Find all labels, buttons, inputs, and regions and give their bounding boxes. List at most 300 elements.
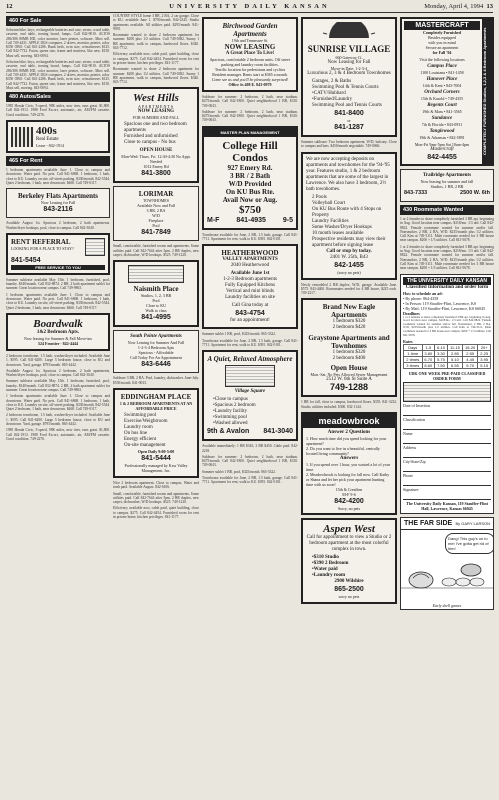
col3-listing: Sublease for summer: 2 bedroom, 2 bath, near stadium. $475/month. Call 842-1800. Quiet neighborhood 1 BR, $310. 749-0043. (202, 95, 298, 108)
rent-referral-sub: LOOKING FOR A PLACE TO STAY? (11, 245, 74, 251)
mastercraft-mgmt: Mastercraft (430, 147, 454, 152)
col2-listing-c: Small, comfortable, furnished rooms and apartments. Some utilities paid. Call 842-7644 after 5pm. 2 BR duplex, new carpet, dishwasher, W/D hookups. $525. 749-1220. (113, 244, 199, 258)
ad-eagle-apartments (301, 298, 397, 397)
apps-call: Call or stop by today. (326, 248, 372, 254)
aspen-feature: •Laundry room (312, 573, 346, 579)
col4-listing-b: Newly remodeled 2 BR duplex, W/D, garage. Available June. $575. 843-4400. Roommates needed for 4 BR house, $225 each. 749-2217. (301, 282, 397, 296)
ad-copy-grid[interactable] (403, 382, 491, 402)
village-square-feature: •Washed allowed (213, 421, 248, 427)
heatherwood-title: HEATHERWOOD (221, 249, 279, 258)
brand-new-line: 1 bedroom $320 (332, 319, 366, 325)
mastercraft-line: Completely Furnished (422, 30, 462, 35)
birchwood-addr: 19th and Tennessee St. (231, 38, 269, 43)
village-square-feature: •Close to campus (213, 397, 248, 403)
sunrise-phone: 841-8400 (334, 110, 364, 117)
eddingham-feature: Swimming pool (124, 412, 157, 418)
signature-field[interactable] (403, 493, 491, 500)
rent-listings-3b: 1 bedroom apartments available June 1. Close to campus and downtown. Water paid. No pets. Call 841-6868. 1 bedroom, 1 bath, close to KU. Laundry on site, off-street parking. $330/month. 842-5544. Quiet 2 bedroom, 1 bath, near downtown. $460. Call 749-0117. (6, 292, 110, 310)
column-1 (6, 14, 110, 796)
graystone-line: 1 bedroom $320 (332, 350, 366, 356)
meadowbrook-hours: M-F 9-6 (342, 492, 356, 498)
col2-listing-a2: Roommate wanted to share 2 bedroom apartment for summer. $200 plus 1/2 utilities. Call 749-0382. Sunny 1 BR apartment, walk to campus, hardwood floors. $340. 843-7712. (113, 67, 199, 85)
col3-listing-c: Summer sublet 1 BR, pool, $325/month. 865-3322. (202, 332, 276, 337)
section-header-autos: 480 Autos/Sales (6, 92, 110, 102)
location-addr: 14th & Kent • 843-7004 (422, 83, 462, 88)
location-addr: 19th & Arkansas • 842-5891 (419, 135, 465, 140)
sunrise-title: SUNRISE VILLAGE (307, 44, 391, 54)
boardwalk-title: Boardwalk (33, 317, 83, 330)
sunrise-line: Now Leasing for Fall (327, 60, 371, 65)
rate-cell: 1 time (404, 351, 423, 357)
eddingham-sub: 1 & 2 BEDROOM APARTMENTS AT AN AFFORDABLE PRICE (119, 400, 193, 411)
lorimar-line: Pool (152, 223, 160, 229)
apps-feature: Laundry Facilities (312, 218, 349, 224)
cartoon-illustration (401, 530, 493, 602)
aspen-feature: •$390 2 Bedroom (312, 561, 349, 567)
ad-heatherwood (202, 244, 298, 329)
heatherwood-line: Laundry facilities on site (225, 295, 275, 301)
roommate-listings-2: 1 or 2 females to share completely furnished 3 BR apt. beginning in Aug. Good location near campus. $218/mo. 1/3 util. Call 842-8822. Female roommate wanted for summer and/or fall. Nonsmoker, 2 BR, 2 BA, W/D. $235/month plus 1/2 utilities. Call Kim at 749-3111. Male roommate needed for 3 BR house near campus. $200 + 1/3 utilities. Call 841-5678. (400, 244, 494, 271)
location-name: Hanover Place (426, 77, 458, 82)
ad-apartments-accepting-deposits (301, 152, 397, 280)
south-pointe-title: South Pointe Apartments (130, 334, 182, 340)
birchwood-line: Resident manager. Rents start at $365 a month. (212, 72, 288, 77)
far-side-caption: Early shell games (432, 603, 462, 609)
ad-400s-sub: Real Estate (36, 137, 59, 143)
ad-trailridge (400, 169, 494, 202)
westhills-sub: APARTMENTS (137, 104, 175, 110)
rate-cell: 3.95 (478, 357, 491, 363)
apps-phone: 842-1455 (334, 261, 364, 269)
rate-cell: 6.55 (447, 363, 462, 369)
graystone-open: Open House (330, 364, 368, 373)
westhills-feature: Close to campus - No bus (124, 140, 176, 146)
lorimar-title: LORIMAR (138, 190, 174, 199)
meadowbrook-phone: 842-4200 (334, 498, 364, 506)
sunrise-feature: Swimming Pool and Tennis Courts (312, 103, 382, 108)
ad-birchwood-garden (202, 17, 298, 92)
sunrise-features (312, 79, 392, 109)
far-side-title: THE FAR SIDE (404, 520, 453, 528)
apps-feature: On KU Bus Route with 4 Stops on Property (312, 206, 382, 218)
westhills-addr: 1012 Emery Rd (143, 164, 169, 170)
form-field-label: Name (403, 431, 413, 437)
classification-field[interactable] (403, 423, 491, 430)
location-addr: 15th & Kasold • 749-4355 (420, 96, 464, 101)
classified-fineprint: 1 or 2 females to share completely furnished 3 BR apt. beginning in Aug. Good location near campus. $218/mo. 1/3 util. Call 842-8822. Female roommate wanted for summer and/or fall. Nonsmoker, 2 BR, 2 BA, W/D. $235/month plus 1/2 utilities. Call Kim at 749-3111. Male roommate needed for 3 BR house near campus. $200 + 1/3 utilities. Call 841-5678. (403, 314, 491, 337)
rent-referral-title: RENT REFERRAL (11, 237, 71, 246)
sunrise-addr: 660 Gateway Ct. (335, 55, 363, 60)
mastercraft-line: Secure an apartment (425, 45, 459, 50)
col3-bottom-listing-3: Summer sublet 1 BR, pool, $325/month. 865-3322. (202, 469, 276, 474)
lorimar-phone: 841-7849 (141, 229, 171, 237)
rent-listings-4: 2 bedroom townhome, 1.5 bath, washer/dryer included. Available June 1. $595. Call 841-6200. Large 3 bedroom house, close to KU and downtown. Yard, garage. $795/month. 865-4442. (6, 353, 110, 367)
heatherwood-call: Call Gina today at (231, 303, 269, 309)
eddingham-features (124, 413, 194, 449)
sunrise-phone-2: 841-1287 (334, 124, 364, 131)
form-field-label: Address (403, 445, 417, 451)
ad-aspen-west (301, 518, 397, 604)
mastercraft-phone: 842-4455 (427, 154, 457, 161)
apps-intro: We are now accepting deposits on apartments and townhomes for the '94-'95 year. Features studio, 1 & 2 bedroom apartments that are some of the largest in Lawrence. We also have 3 bedroom, 2½ bath townhomes. (306, 156, 390, 192)
mastercraft-location (404, 64, 480, 75)
column-5 (400, 14, 494, 796)
house-icon (85, 238, 105, 256)
rent-listings-4d: 1 bedroom apartments available June 1. Close to campus and downtown. Water paid. No pets. Call 841-6868. 1 bedroom, 1 bath, close to KU. Laundry on site, off-street parking. $330/month. 842-5544. Quiet 2 bedroom, 1 bath, near downtown. $460. Call 749-0117. (6, 394, 110, 412)
village-square-features (213, 397, 293, 427)
masthead (6, 3, 493, 13)
sunrise-feature: Garages, 2 & Baths (312, 79, 352, 84)
ad-berkeley-flats (6, 188, 110, 218)
naismith-line: Pool (152, 298, 160, 304)
sunrise-line: Luxurious 2, 3 & 4 Bedroom Townhomes (307, 71, 391, 76)
rate-cell: 5.75 (435, 357, 448, 363)
section-header-for-sale: 460 For Sale (6, 16, 110, 26)
sunrise-feature: •Furnished/Laundry (312, 97, 353, 102)
lorimar-sub: TOWNHOMES (143, 198, 169, 204)
mastercraft-location (404, 129, 480, 140)
signature-label: Signature: (403, 487, 420, 493)
rent-listings-4c: Summer sublease available May 15th. 1 bedroom, furnished, pool, laundry. $340/month. Call 832-8874. 2 BR, 2 bath apartment sublet for summer. Great location near campus. Call 749-9863. (6, 379, 110, 392)
trailridge-title: Trailridge Apartments (422, 173, 472, 178)
classified-title: THE UNIVERSITY DAILY KANSAN (403, 277, 491, 285)
berkeley-phone: 843-2116 (43, 206, 73, 214)
naismith-phone: 841-4995 (141, 314, 171, 322)
newspaper-title: UNIVERSITY DAILY KANSAN (169, 3, 330, 10)
westhills-hours: Mon-Wed: Thurs. Fri. 12:30-4:30 No Appt. Needed (121, 154, 191, 165)
rate-cell: 5.70 (462, 363, 477, 369)
autos-listings: 1985 Honda Civic, 5-speed, 98K miles, new tires, runs great. $1,800. Call 842-1913. 1988 Ford Escort, automatic, air, AM/FM cassette. Good condition. 749-2276. (6, 104, 110, 117)
aspen-phone: 865-2500 (334, 586, 364, 594)
village-square-feature: •Spacious 2 bedroom (213, 403, 256, 409)
college-hill-price: $750 (239, 203, 261, 216)
graystone-title: Graystone Apartments and Townhomes (308, 334, 390, 351)
rate-cell: 2 times (404, 357, 423, 363)
heatherwood-line: Vertical and mini blinds (226, 289, 274, 295)
col2-listing-b: Efficiency available now, cable paid, quiet building, close to campus. $275. Call 842-4454. Furnished room for rent in private home, kitchen privileges. 841-1177. (113, 52, 199, 65)
section-header-for-rent: 465 For Rent (6, 156, 110, 166)
col3-listing-2: Sublease for summer: 2 bedroom, 2 bath, near stadium. $475/month. Call 842-1800. Quiet neighborhood 1 BR, $310. 749-0043. (202, 109, 298, 123)
mastercraft-line: Besides equipped (427, 35, 457, 40)
ad-village-square (202, 350, 298, 441)
heatherwood-avail: Available June 1st (230, 271, 270, 277)
speech-bubble: Dang! This guy's on to me! I've gotta get rid of him! (445, 533, 493, 554)
location-name: Sundance (431, 116, 453, 121)
rate-cell: 3.80 (422, 351, 435, 357)
mastercraft-location (404, 77, 480, 88)
location-name: Tanglewood (429, 129, 455, 134)
birchwood-phone: Office #s 408 E. 843-0979 (228, 82, 272, 87)
house-icon (225, 365, 275, 387)
rate-cell: 20+ (478, 345, 491, 351)
column-2 (113, 14, 199, 796)
form-field-label: Phone (403, 473, 413, 479)
rate-cell: Days (404, 345, 423, 351)
rent-listings-4e: 2 bedroom townhome, 1.5 bath, washer/dryer included. Available June 1. $595. Call 841-6200. Large 3 bedroom house, close to KU and downtown. Yard, garage. $795/month. 865-4442. (6, 413, 110, 427)
classified-rates-label: Rates (403, 339, 413, 345)
mastercraft-location (404, 90, 480, 101)
naismith-title: Naismith Place (133, 285, 179, 294)
heatherwood-addr: 2040 Heatherwood (230, 263, 270, 269)
classified-method: • By phone: 864-4358 (403, 295, 439, 301)
location-name: Campus Place (427, 64, 457, 69)
apps-feature: Volleyball Court (312, 200, 346, 206)
college-hill-addr: 927 Emery Rd. (227, 163, 273, 172)
roommate-listings: 1 or 2 females to share completely furnished 3 BR apt. beginning in Aug. Good location near campus. $218/mo. 1/3 util. Call 842-8822. Female roommate wanted for summer and/or fall. Nonsmoker, 2 BR, 2 BA, W/D. $235/month plus 1/2 utilities. Call Kim at 749-3111. Male roommate needed for 3 BR house near campus. $200 + 1/3 utilities. Call 841-5678. (400, 217, 494, 243)
meadowbrook-title: meadowbrook (303, 414, 395, 428)
far-side-comic (400, 517, 494, 610)
aspen-features (312, 555, 392, 579)
aspen-feature: •$310 Studio (312, 555, 339, 561)
birchwood-title: Birchwood Garden Apartments (222, 22, 278, 38)
rate-cell: 5.15 (478, 363, 491, 369)
rate-cell: 11-15 (447, 345, 462, 351)
sunrise-feature: •CATV/Hubbard (312, 91, 346, 96)
classified-how: How to schedule an ad: (403, 290, 443, 296)
eddingham-hours: Open Daily 9:00-5:00 (137, 448, 175, 454)
col2-listing-a: Roommate wanted to share 2 bedroom apartment for summer. $200 plus 1/2 utilities. Call 749-0382. Sunny 1 BR apartment, walk to campus, hardwood floors. $340. 843-7712. (113, 33, 199, 51)
village-square-addr: 9th & Avalon (207, 428, 250, 436)
trailridge-contact (404, 189, 490, 198)
westhills-open: OPEN HOUSE (139, 148, 173, 154)
page-number-left: 12 (6, 3, 13, 10)
rent-listings-2: Available August 1st. Spacious 2 bedroom, 2 bath apartments. Washer/dryer hookups, pool, close to campus. Call 842-3040. (6, 221, 110, 230)
sunrise-feature: Swimming Pool & Tennis Courts (312, 85, 379, 90)
brand-new-title: Brand New Eagle Apartments (322, 303, 376, 320)
heatherwood-sub: VALLEY APARTMENTS (222, 257, 278, 263)
ad-eddingham-place (113, 388, 199, 478)
ad-sunrise-village (301, 17, 397, 137)
ad-naismith-place (113, 260, 199, 327)
far-side-author: By GARY LARSON (455, 521, 490, 527)
col2-listing-d: Sublease 3 BR, 2 BA. Pool, laundry, dishwasher. June-July. $550/month. 841-0033. (113, 376, 199, 385)
westhills-feature: Spacious one and two bedroom apartments (124, 122, 187, 134)
classified-sub: Classified Information and order form (405, 284, 489, 290)
birchwood-line: Spacious, comfortable 2 bedroom units. Off street parking and laundry room facilities. (210, 57, 290, 67)
lorimar-line: Fireplace (148, 218, 164, 224)
lorimar-line: W/D (152, 213, 160, 219)
college-hill-line: W/D Provided (228, 179, 272, 188)
birchwood-line: Come see us and you'll be pleasantly surprised! (211, 77, 289, 82)
college-hill-phone: 841-4935 (236, 216, 266, 224)
eddingham-title: EDDINGHAM PLACE (120, 392, 192, 401)
rate-cell: 6-10 (435, 345, 448, 351)
aspen-addr: 2900 Wilshire (334, 579, 364, 585)
form-footer: The University Daily Kansan, 119 Stauffer-Flint Hall, Lawrence, Kansas 66045 (406, 501, 488, 512)
name-field[interactable] (403, 437, 491, 444)
date-of-insertion-field[interactable] (403, 409, 491, 416)
meadowbrook-answers-label: Answers (339, 456, 359, 462)
address-field[interactable] (403, 451, 491, 458)
col4-listing-c: 1 BR for fall, close to campus, hardwood floors. $355. 841-3232. Studio, utilities included. $300. 832-1144. (301, 400, 397, 409)
westhills-title: West Hills (133, 92, 179, 105)
trailridge-phone: 843-7333 (404, 190, 428, 196)
meadowbrook-answer-item: 1. If you spend over 1 hour, you wasted a lot of your time. (306, 462, 391, 473)
building-icon (128, 265, 184, 283)
ad-meadowbrook (301, 412, 397, 515)
village-square-phone: 841-3040 (263, 428, 293, 436)
rate-cell: 2.85 (447, 351, 462, 357)
far-side-header (401, 518, 493, 529)
eddingham-feature: On-site management (124, 442, 166, 448)
eddingham-feature: Energy efficient (124, 436, 157, 442)
ad-400s-real-estate (6, 120, 110, 153)
naismith-line: Studios, 1, 2, 3 BR (140, 293, 172, 299)
rate-cell: 4.45 (462, 357, 477, 363)
ad-college-hill-condos (202, 126, 298, 230)
ad-rent-referral (6, 233, 110, 275)
westhills-features (124, 122, 194, 146)
eddingham-managed: Professionally managed by Kaw Valley Management, Inc. (124, 462, 188, 473)
col3-bottom-listing: Available immediately: 1 BR $345; 2 BR $450. Cable paid. 842-2218. (202, 444, 298, 453)
village-square-feature: •Swimming pool (213, 415, 247, 421)
table-row (404, 363, 491, 369)
naismith-line: Walk to class (145, 308, 167, 314)
naismith-line: Close to KU (146, 303, 166, 309)
south-pointe-line: Call Today For An Appointment (130, 355, 182, 361)
col2-bottom-listing-2: Small, comfortable, furnished rooms and apartments. Some utilities paid. Call 842-7644 after 5pm. 2 BR duplex, new carpet, dishwasher, W/D hookups. $525. 749-1220. (113, 491, 199, 505)
college-hill-contact (207, 216, 293, 225)
mastercraft-hours: Mon-Fri 9am-5pm Sat 10am-4pm (414, 142, 470, 147)
classified-method: • By Mail: 119 Stauffer-Flint, Lawrence, KS 66045 (403, 305, 486, 311)
col3-bottom-listing-4: Townhouse available for June, 2 BR, 1.5 bath, garage. Call 841-7711. Apartment for rent, walk to KU. $395. 842-0101. (202, 476, 298, 485)
boardwalk-phone: 524 Frontier · 842-4444 (38, 340, 78, 346)
rate-cell: 3 times (404, 363, 423, 369)
birchwood-line: A Great Place To Live! (225, 51, 275, 56)
column-4 (301, 14, 397, 796)
rent-listings-3: Summer sublease available May 15th. 1 bedroom, furnished, pool, laundry. $340/month. Call 832-8874. 2 BR, 2 bath apartment sublet for summer. Great location near campus. Call 749-9863. (6, 277, 110, 291)
rate-cell: 3.30 (435, 351, 448, 357)
classified-deadline: Deadlines (403, 310, 420, 316)
eddingham-feature: On bus line (124, 430, 148, 436)
classified-method: • In Person: 119 Stauffer-Flint, Lawrence, KS (403, 300, 477, 306)
college-hill-line: Avail Now or Aug. (222, 195, 278, 204)
lorimar-line: 3 BR, 2 BA (146, 208, 166, 214)
phone-field[interactable] (403, 479, 491, 486)
master-plan-banner: MASTER PLAN MANAGEMENT (204, 128, 296, 137)
mastercraft-visit: Visit the following locations (419, 57, 465, 62)
apps-feature: 10 month leases available (312, 230, 364, 236)
college-hill-days: M-F (207, 216, 220, 224)
meadowbrook-addr: 15th & Crestline (335, 487, 363, 493)
mastercraft-title: MASTERCRAFT (404, 21, 480, 30)
meadowbrook-sorry: Sorry, no pets (337, 506, 361, 512)
brand-new-line: 2 bedroom $420 (332, 325, 366, 331)
meadowbrook-answer: Answer 2 Questions (327, 430, 371, 436)
rent-referral-phone: 841-5454 (11, 256, 41, 264)
aspen-sorry: sorry no pets (338, 594, 360, 600)
location-addr: 19th & Mass • 841-3565 (422, 109, 462, 114)
issue-date: Monday, April 4, 1994 13 (424, 3, 493, 10)
rates-table (403, 344, 491, 369)
col2-top-listing: COUNTRY STYLE home 3 BR, 2 BA, 2 car garage. Close to KU, available June 1. $750/month. 842-2345. Studio apartments available. All utilities paid. $295/month. 841-9955. (113, 14, 199, 31)
meadowbrook-answer-item: 2. Meadowbrook is looking for fall now. Call Kathy or Shana and let her pick your apartment hunting time with us soon! (306, 472, 390, 488)
col3-bottom-listing-2: Sublease for summer: 2 bedroom, 2 bath, near stadium. $475/month. Call 842-1800. Quiet neighborhood 1 BR, $310. 749-0043. (202, 454, 298, 468)
berkeley-sub: Now Leasing for Fall (40, 200, 76, 206)
heatherwood-line: 1-2-3 Bedroom apartments (223, 277, 277, 283)
heatherwood-line: Fully Equipped Kitchens (225, 283, 275, 289)
quiet-relaxed-title: A Quiet, Relaxed Atmosphere (207, 355, 293, 364)
rate-cell: 6.70 (422, 357, 435, 363)
village-square-brand: Village Square (234, 389, 266, 395)
form-title: UDK ONE WEEK PRE-PAID CLASSIFIED ORDER FORM (408, 371, 486, 382)
village-square-contact (207, 427, 293, 436)
col2-bottom-listing-3: Efficiency available now, cable paid, quiet building, close to campus. $275. Call 842-4454. Furnished room for rent in private home, kitchen privileges. 841-1177. (113, 506, 199, 520)
mastercraft-location (404, 103, 480, 114)
rent-listings-4b: Available August 1st. Spacious 2 bedroom, 2 bath apartments. Washer/dryer hookups, pool, close to campus. Call 842-3040. (6, 368, 110, 378)
village-square-feature: •Laundry facility (213, 409, 248, 415)
form-field-label: Classification (403, 417, 425, 423)
city-state-zip-field[interactable] (403, 465, 491, 472)
apps-feature: Some Washer/Dryer Hookups (312, 224, 372, 230)
building-icon (11, 127, 33, 147)
college-hill-line: 3 BR / 2 Bath (229, 171, 271, 180)
graystone-hours: Mon.-Sat. No Pets Allowed Sewer Management (310, 372, 388, 378)
classified-order-form (400, 274, 494, 515)
boardwalk-line1: 1&2 Bedroom Apts. (36, 329, 80, 335)
westhills-phone: 841-3800 (141, 170, 171, 178)
meadowbrook-question: 2. Do you want to live in a beautiful, centrally located living community? (306, 446, 380, 457)
location-addr: 1100 Louisiana • 841-1458 (420, 70, 464, 75)
rate-cell: 1-5 (422, 345, 435, 351)
mastercraft-location (404, 116, 480, 127)
eddingham-feature: Exercise/Weightroom (124, 418, 168, 424)
form-field-label: Date of Insertion (403, 403, 431, 409)
far-side-panel (401, 529, 493, 602)
ad-boardwalk (6, 313, 110, 351)
apps-feature: 2 Pools (312, 194, 327, 200)
westhills-line1: NOW LEASING (137, 109, 175, 115)
westhills-feature: Furnished and unfurnished (124, 134, 178, 140)
ad-west-hills (113, 87, 199, 183)
mastercraft-side-label: COMPLETELY FURNISHED Studios, 1,2,3 & 4 Bedroom Apartments (482, 19, 492, 164)
rate-cell: 5.10 (447, 357, 462, 363)
for-sale-listings: Schwinn bike, boys, rechargeable batteries and case, stereo, wood table, cassette, end table, ironing board, lamps. Call 842-9010. ALTOS 286/386 80MB HD, color monitor, laser printer, software. Must sell. Call 749-4431. APPLE IIGS computer, 2 drives, monitor, printer, color. $350 OBO. Call 841-2286. Bunk beds, twin size, w/mattresses $125. Call 842-7732. Futon, queen size, frame and mattress, like new. $150. Must sell, moving. 843-0094. (6, 28, 110, 58)
berkeley-title: Berkeley Flats Apartments (17, 192, 99, 201)
south-pointe-phone: 843-6446 (141, 361, 171, 369)
graystone-addr: 2512 W. 6th St Suite A (326, 377, 372, 383)
sunrise-line: Move-in Date: 1-2-3-4 (330, 66, 368, 71)
aspen-title: Aspen West (323, 523, 375, 536)
trailridge-line: Now leasing for summer and fall (420, 179, 474, 184)
college-hill-hours: 9-5 (282, 216, 293, 224)
col4-listing: Summer sublease: Two bedroom apartment, W/D, balcony. Close to campus and bars. $450/month negotiable. 749-0066. (301, 140, 397, 149)
rent-referral-tagline: FREE SERVICE TO YOU (11, 265, 105, 270)
mastercraft-line: for Fall '94 (432, 50, 452, 55)
graystone-phone: 749-1288 (329, 382, 369, 393)
section-header-roommate: 430 Roommate Wanted (400, 205, 494, 215)
rate-cell: 2.25 (478, 351, 491, 357)
col2-bottom-listing: Nice 2 bedroom apartment. Close to campus. Water and trash paid. Available August. 842-6106. (113, 480, 199, 490)
ad-mastercraft (400, 17, 494, 166)
rent-listings-4f: 1985 Honda Civic, 5-speed, 98K miles, new tires, runs great. $1,800. Call 842-1913. 1988 Ford Escort, automatic, air, AM/FM cassette. Good condition. 749-2276. (6, 428, 110, 441)
sunrise-icon (319, 22, 379, 38)
college-hill-line: On KU Bus Rte. (225, 187, 275, 196)
rate-cell: 2.55 (462, 351, 477, 357)
south-pointe-line: 1-2-3-4 Bedroom Apts (137, 345, 175, 351)
sunrise-or: or (347, 118, 351, 123)
boardwalk-line2: Now leasing for Summer & Fall Move-ins (24, 335, 92, 341)
lorimar-line: Available Now and Fall (136, 203, 176, 209)
apps-addr: 2401 W. 25th, B43 (330, 254, 368, 260)
heatherwood-appt: for an appointment! (230, 318, 270, 324)
college-hill-title: College Hill Condos (222, 139, 278, 164)
ad-lorimar (113, 186, 199, 241)
rate-cell: 7.50 (435, 363, 448, 369)
apps-no-pets: (sorry no pets) (337, 269, 361, 275)
for-sale-listings-more: Schwinn bike, boys, rechargeable batteries and case, stereo, wood table, cassette, end table, ironing board, lamps. Call 842-9010. ALTOS 286/386 80MB HD, color monitor, laser printer, software. Must sell. Call 749-4431. APPLE IIGS computer, 2 drives, monitor, printer, color. $350 OBO. Call 841-2286. Bunk beds, twin size, w/mattresses $125. Call 842-7732. Futon, queen size, frame and mattress, like new. $150. Must sell, moving. 843-0094. (6, 60, 110, 90)
col3-listing-c2: Townhouse available for June, 2 BR, 1.5 bath, garage. Call 841-7711. Apartment for rent, walk to KU. $395. 842-0101. (202, 338, 298, 347)
